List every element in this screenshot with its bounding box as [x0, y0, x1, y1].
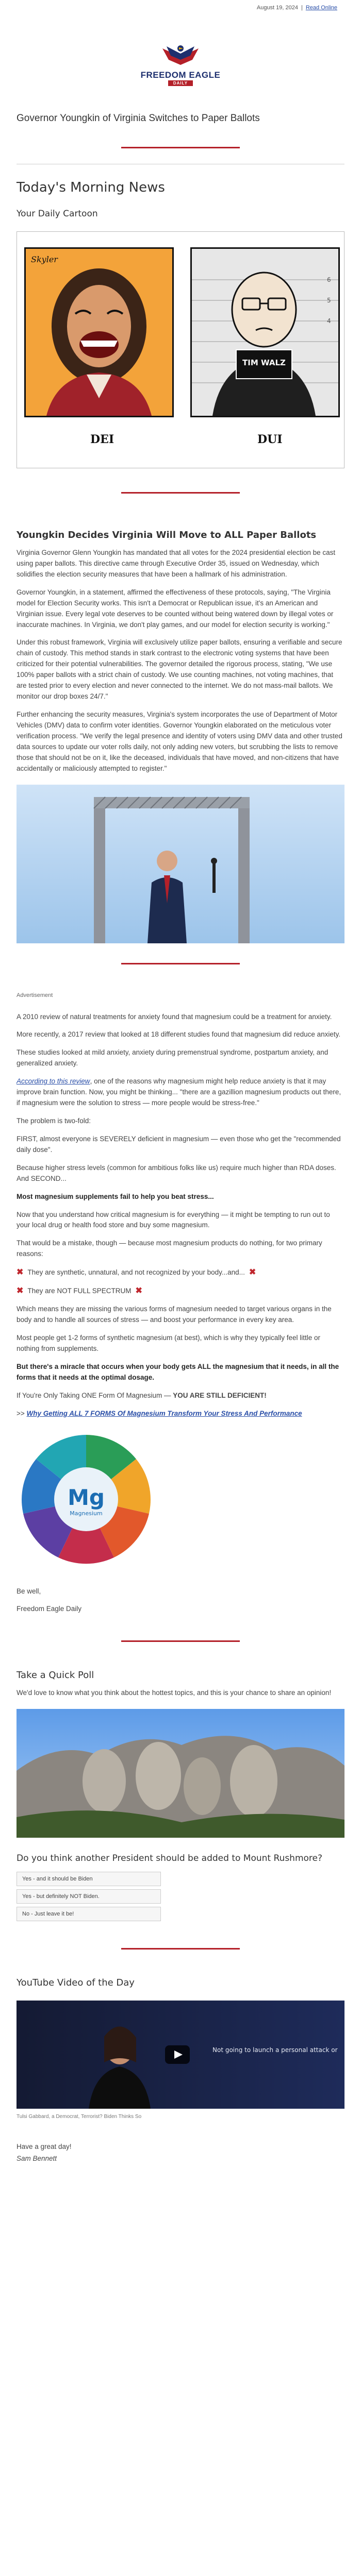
problem-text: They are NOT FULL SPECTRUM	[27, 1286, 132, 1295]
separator: |	[301, 5, 303, 11]
svg-text:6: 6	[327, 276, 331, 283]
ad-paragraph: A 2010 review of natural treatments for anxiety found that magnesium could be a treatment for anxiety.	[17, 1012, 332, 1021]
x-icon: ✖	[135, 1286, 142, 1296]
ad-paragraph: That would be a mistake, though — because most magnesium products do nothing, for two primary reasons:	[17, 1239, 322, 1258]
section-title: Today's Morning News	[17, 180, 165, 195]
poll-option-3[interactable]: No - Just leave it be!	[17, 1907, 161, 1921]
x-icon: ✖	[17, 1268, 24, 1277]
daily-cartoon	[17, 231, 344, 468]
closing-line: Have a great day!	[17, 2142, 72, 2150]
cartoon-panel-left	[24, 247, 174, 417]
divider	[121, 963, 240, 964]
read-online-link[interactable]: Read Online	[305, 5, 337, 11]
article-paragraph: Further enhancing the security measures, Virginia's system incorporates the use of Department of Motor Vehicles (DMV) data to confirm voter identities. Governor Youngkin elaborated on the meticulous voter verification process. "We verify the legal presence and identity of voters using DMV data and other trusted data sources to update our voter rolls daily, not only adding new voters, but scrubbing the lists to remove those that should not be on it, like the deceased, individuals that have moved, and non-citizens that have accidentally or maliciously attempted to register."	[17, 710, 342, 772]
article-paragraph: Governor Youngkin, in a statement, affirmed the effectiveness of these protocols, saying, "The Virginia model for Election Security works. This isn't a Democrat or Republican issue, it's an American and Virginian issue. Every legal vote deserves to be counted without being watered down by illegal votes or inaccurate machines. In Virginia, we don't play games, and our model for election security is working."	[17, 588, 334, 629]
ad-paragraph: Which means they are missing the various forms of magnesium needed to target various organs in the body and to handle all sources of stress — and boost your performance in every key area.	[17, 1305, 332, 1324]
ad-paragraph: These studies looked at mild anxiety, anxiety during premenstrual syndrome, postpartum anxiety, and generalized anxiety.	[17, 1048, 329, 1067]
ad-paragraph: Now that you understand how critical magnesium is for everything — it might be tempting to run out to your local drug or health food store and buy some magnesium.	[17, 1210, 330, 1229]
ad-cta	[17, 1409, 344, 1419]
divider	[121, 1640, 240, 1642]
artist-signature: Skyler	[31, 255, 58, 264]
mugshot-plate-name: TIM WALZ	[242, 358, 286, 367]
divider	[121, 492, 240, 494]
cartoon-panel-right	[190, 247, 340, 417]
mg-symbol: Mg	[68, 1484, 105, 1510]
ad-paragraph: But there's a miracle that occurs when your body gets ALL the magnesium that it needs, in all the forms that it needs at the optimal dosage.	[17, 1362, 339, 1381]
magnesium-graphic[interactable]	[17, 1430, 156, 1569]
issue-date: August 19, 2024	[256, 5, 298, 11]
ad-paragraph-text: If You're Only Taking ONE Form Of Magnesium —	[17, 1391, 173, 1399]
ad-paragraph	[17, 1076, 344, 1109]
cta-link[interactable]: Why Getting ALL 7 FORMS Of Magnesium Transform Your Stress And Performance	[26, 1409, 302, 1417]
svg-text:5: 5	[327, 297, 331, 304]
video-section-title: YouTube Video of the Day	[17, 1977, 135, 1989]
x-icon: ✖	[17, 1286, 24, 1296]
ad-paragraph-text: , one of the reasons why magnesium might help reduce anxiety is that it may improve brain function. Now, you might be thinking... "there are a gazillion magnesium products out there, if magnesium were the solution to stress — more people would be stress-free."	[17, 1077, 341, 1107]
cartoon-caption-left: DEI	[90, 433, 114, 446]
video-overlay-text: Not going to launch a personal attack or	[212, 2046, 338, 2054]
review-link[interactable]: According to this review	[17, 1077, 90, 1086]
divider	[121, 1948, 240, 1950]
mount-rushmore-photo	[17, 1709, 344, 1838]
governor-podium-photo	[17, 785, 344, 943]
poll-option-2[interactable]: Yes - but definitely NOT Biden.	[17, 1889, 161, 1904]
closing-signature: Sam Bennett	[17, 2154, 57, 2162]
ad-paragraph: Most people get 1-2 forms of synthetic magnesium (at best), which is why they typically feel little or nothing from supplements.	[17, 1334, 320, 1352]
laughing-woman-illustration	[26, 249, 172, 416]
problem-line	[17, 1267, 344, 1277]
problem-text: They are synthetic, unnatural, and not recognized by your body...and...	[27, 1268, 245, 1276]
poll-question: Do you think another President should be added to Mount Rushmore?	[17, 1853, 323, 1864]
problem-line	[17, 1285, 344, 1296]
ad-paragraph: Because higher stress levels (common for ambitious folks like us) require much higher than RDA doses. And SECOND...	[17, 1163, 336, 1182]
svg-text:4: 4	[327, 317, 331, 325]
article-paragraph: Virginia Governor Glenn Youngkin has mandated that all votes for the 2024 presidential election be cast using paper ballots. This directive came through Executive Order 35, issued on Wednesday, which solidifies the election security measures that have been a hallmark of his administration.	[17, 549, 336, 578]
eagle-logo-icon	[160, 41, 201, 68]
mount-rushmore-image	[17, 1709, 344, 1838]
ad-paragraph: FIRST, almost everyone is SEVERELY deficient in magnesium — even those who get the "recommended daily dose".	[17, 1134, 341, 1154]
mg-name: Magnesium	[70, 1510, 103, 1517]
cartoon-caption-right: DUI	[257, 433, 283, 446]
brand-name: FREEDOM EAGLE	[140, 70, 221, 80]
brand-sub: DAILY	[168, 80, 193, 86]
ad-label: Advertisement	[17, 992, 53, 998]
ad-paragraph: The problem is two-fold:	[17, 1116, 91, 1125]
video-frame	[17, 2001, 344, 2109]
article-photo[interactable]	[17, 785, 344, 943]
top-bar	[0, 0, 361, 15]
ad-emphasis: YOU ARE STILL DEFICIENT!	[173, 1391, 267, 1399]
video-caption[interactable]: Tulsi Gabbard, a Democrat, Terrorist? Biden Thinks So	[17, 2114, 142, 2120]
poll-title: Take a Quick Poll	[17, 1670, 94, 1681]
ad-paragraph	[17, 1391, 344, 1401]
poll-option-1[interactable]: Yes - and it should be Biden	[17, 1872, 161, 1886]
cartoon-title: Your Daily Cartoon	[17, 209, 98, 219]
mugshot-illustration	[192, 249, 338, 416]
ad-paragraph: Most magnesium supplements fail to help you beat stress...	[17, 1192, 214, 1200]
article-title[interactable]: Youngkin Decides Virginia Will Move to ALL Paper Ballots	[17, 530, 317, 540]
top-headline[interactable]: Governor Youngkin of Virginia Switches to Paper Ballots	[17, 113, 260, 124]
cta-arrows: >>	[17, 1409, 27, 1417]
signoff: Be well,	[17, 1587, 41, 1595]
signoff: Freedom Eagle Daily	[17, 1605, 82, 1613]
brand-logo[interactable]	[0, 41, 361, 86]
poll-intro: We'd love to know what you think about the hottest topics, and this is your chance to share an opinion!	[17, 1689, 332, 1697]
article-paragraph: Under this robust framework, Virginia will exclusively utilize paper ballots, ensuring a verifiable and secure chain of custody. This method stands in stark contrast to the electronic voting systems that have been criticized for their potential vulnerabilities. The governor detailed the rigorous process, stating, "We use 100% paper ballots with a strict chain of custody. We use counting machines, not voting machines, that are tested prior to every election and never connected to the internet. We do not mass-mail ballots. We monitor our drop boxes 24/7."	[17, 638, 342, 701]
ad-paragraph: More recently, a 2017 review that looked at 18 different studies found that magnesium did reduce anxiety.	[17, 1030, 341, 1039]
magnesium-wheel-icon	[17, 1430, 156, 1569]
x-icon: ✖	[249, 1268, 256, 1277]
video-thumbnail[interactable]	[17, 2001, 344, 2109]
